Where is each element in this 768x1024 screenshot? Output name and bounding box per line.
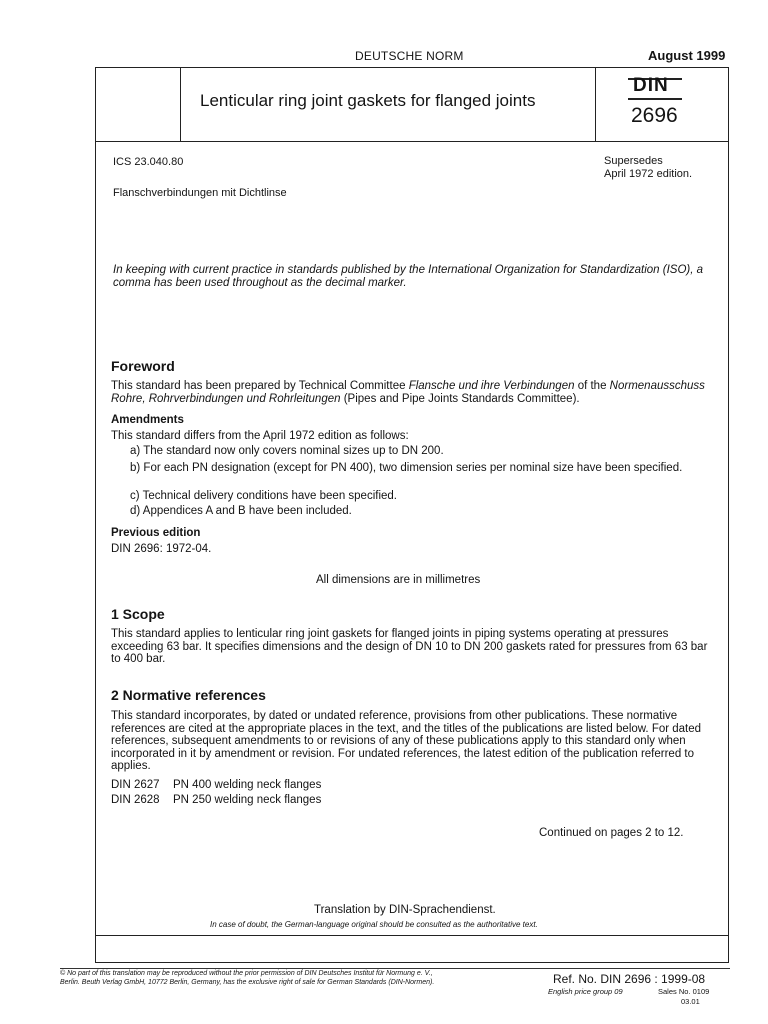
footer-divider xyxy=(95,935,729,936)
previous-edition-heading: Previous edition xyxy=(111,527,201,539)
authoritative-text-note: In case of doubt, the German-language original should be consulted as the authoritative text. xyxy=(210,920,538,929)
reference-row xyxy=(111,779,321,792)
document-title: Lenticular ring joint gaskets for flanged joints xyxy=(200,91,536,110)
copyright-rule xyxy=(60,968,730,969)
reference-title: PN 400 welding neck flanges xyxy=(173,779,322,791)
foreword-text-2: of the xyxy=(574,380,610,392)
amendment-item: b) For each PN designation (except for PN 400), two dimension series per nominal size have been specified. xyxy=(130,462,683,474)
ics-code: ICS 23.040.80 xyxy=(113,156,184,168)
supersedes-note xyxy=(604,155,692,181)
supersedes-line-2: April 1972 edition. xyxy=(604,168,693,180)
reference-title: PN 250 welding neck flanges xyxy=(173,794,322,806)
supersedes-line-1: Supersedes xyxy=(604,155,663,167)
continued-note: Continued on pages 2 to 12. xyxy=(539,827,684,839)
price-group: English price group 09 xyxy=(548,987,623,996)
foreword-text-3: (Pipes and Pipe Joints Standards Committee). xyxy=(340,392,580,405)
german-title: Flanschverbindungen mit Dichtlinse xyxy=(113,187,287,199)
foreword-paragraph xyxy=(111,380,709,405)
header-cell-divider-right xyxy=(595,67,596,142)
reference-number: DIN 2628 xyxy=(111,794,160,806)
amendments-heading: Amendments xyxy=(111,414,184,426)
frame-bottom-rule xyxy=(95,962,729,963)
amendment-item: a) The standard now only covers nominal sizes up to DN 200. xyxy=(130,445,444,457)
edition-code: 03.01 xyxy=(681,997,700,1006)
foreword-heading: Foreword xyxy=(111,358,175,374)
scope-heading: 1 Scope xyxy=(111,606,165,622)
copyright-notice: © No part of this translation may be reproduced without the prior permission of DIN Deutsches Institut für Normung e. V., Berlin. Beuth Verlag GmbH, 10772 Berlin, Germany, has the exclusive right of sale for German Standards (DIN-Normen). xyxy=(60,970,435,986)
normative-references-heading: 2 Normative references xyxy=(111,687,266,703)
amendment-item: c) Technical delivery conditions have been specified. xyxy=(130,490,397,502)
din-logo: DIN xyxy=(633,75,669,96)
translation-note: Translation by DIN-Sprachendienst. xyxy=(314,904,496,916)
frame-top-rule xyxy=(95,67,729,68)
norm-heading: DEUTSCHE NORM xyxy=(355,49,464,63)
amendment-item: d) Appendices A and B have been included. xyxy=(130,505,352,517)
standards-committee-name: Normenausschuss Rohre, Rohrverbindungen und Rohrleitungen xyxy=(111,380,705,405)
reference-row xyxy=(111,794,321,807)
committee-name: Flansche und ihre Verbindungen xyxy=(408,380,575,392)
reference-number: DIN 2627 xyxy=(111,779,160,791)
normative-references-paragraph: This standard incorporates, by dated or undated reference, provisions from other publications. These normative references are cited at the appropriate places in the text, and the titles of the publications are listed below. For dated references, subsequent amendments to or revisions of any of these publications apply to this standard only when incorporated in it by amendment or revision. For undated references, the latest edition of the publication referred to applies. xyxy=(111,710,702,772)
frame-left-rule xyxy=(95,67,96,962)
header-divider xyxy=(95,141,729,142)
reference-number-footer: Ref. No. DIN 2696 : 1999-08 xyxy=(553,972,706,986)
dimensions-note: All dimensions are in millimetres xyxy=(316,574,481,586)
standard-number: 2696 xyxy=(631,104,678,127)
sales-number: Sales No. 0109 xyxy=(658,987,710,996)
issue-date: August 1999 xyxy=(648,48,726,63)
foreword-text-1: This standard has been prepared by Technical Committee xyxy=(111,380,409,392)
previous-edition-value: DIN 2696: 1972-04. xyxy=(111,543,212,555)
amendments-intro: This standard differs from the April 1972 edition as follows: xyxy=(111,430,409,442)
header-cell-divider-left xyxy=(180,67,181,142)
scope-paragraph: This standard applies to lenticular ring joint gaskets for flanged joints in piping systems operating at pressures exceeding 63 bar. It specifies dimensions and the design of DN 10 to DN 200 gaskets rated for pressures from 63 bar to 400 bar. xyxy=(111,628,708,665)
decimal-marker-note: In keeping with current practice in standards published by the International Organization for Standardization (ISO), a comma has been used throughout as the decimal marker. xyxy=(113,264,704,289)
frame-right-rule xyxy=(728,67,729,962)
